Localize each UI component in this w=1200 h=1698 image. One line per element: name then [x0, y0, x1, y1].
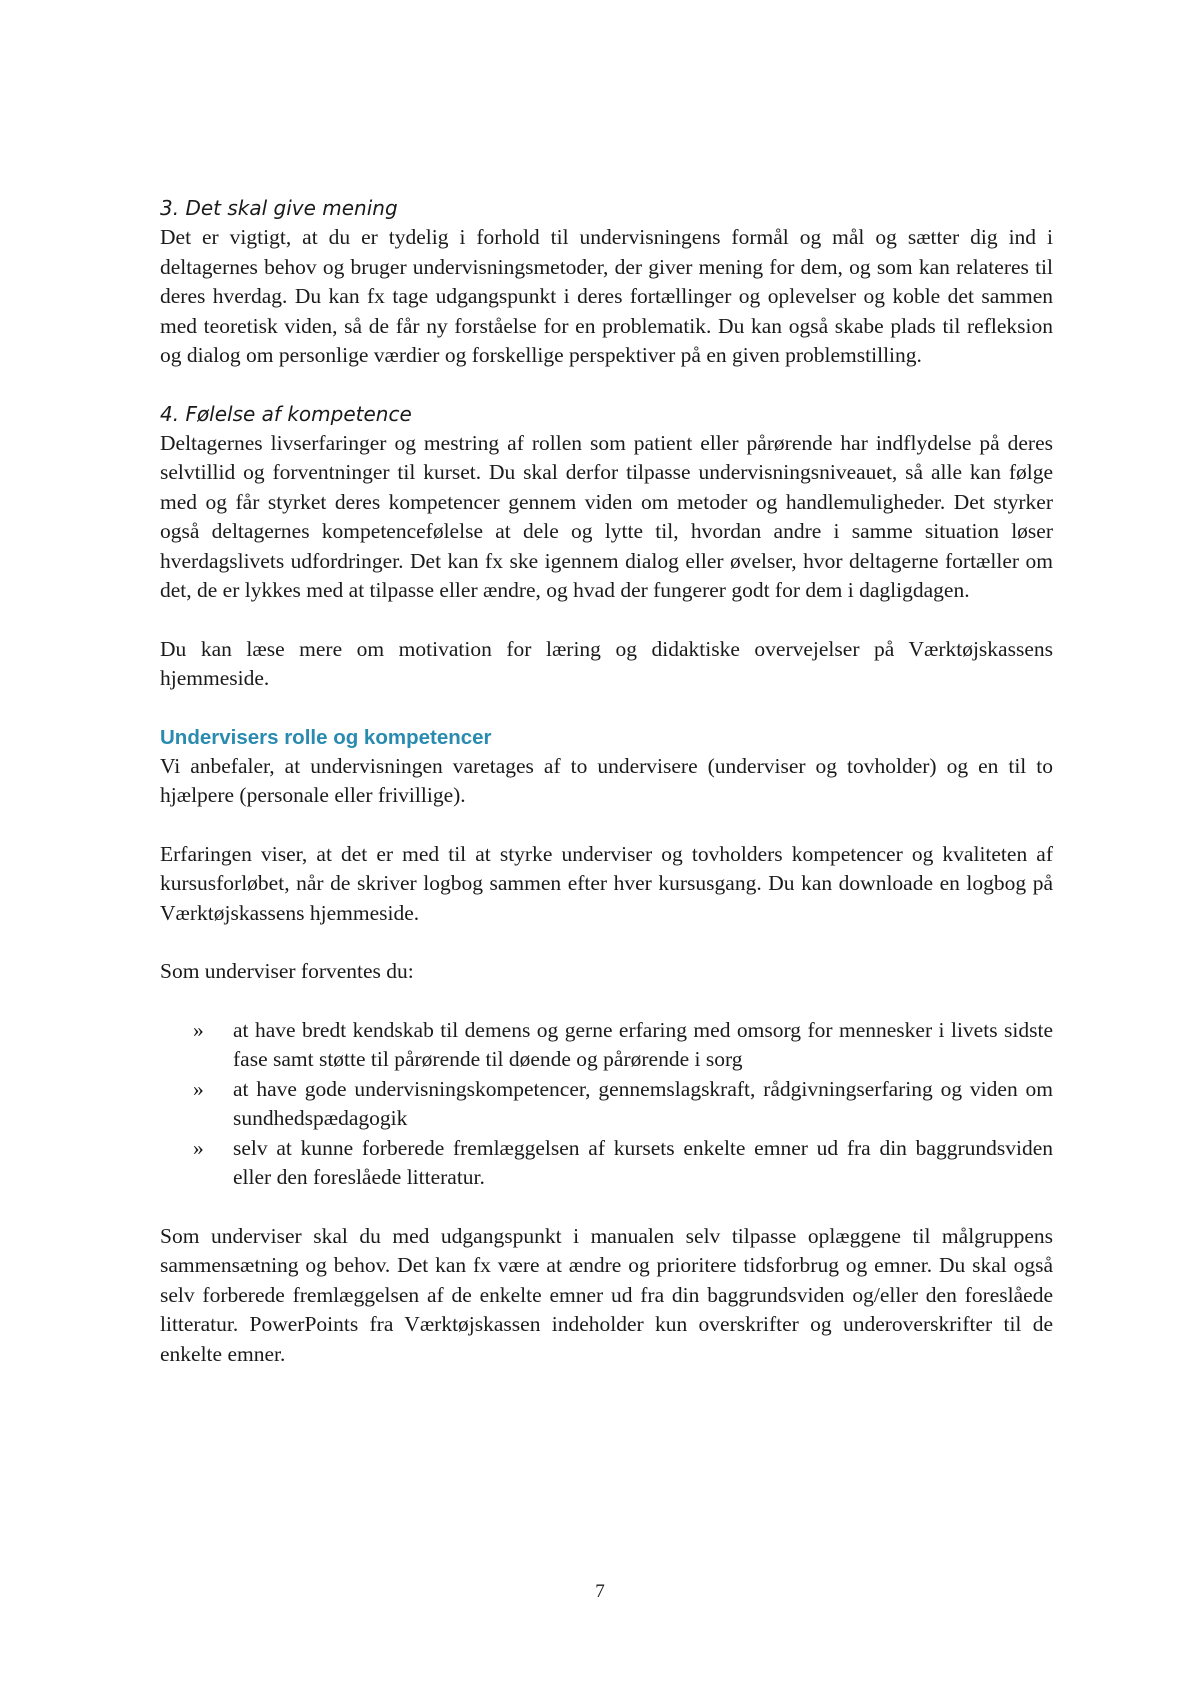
list-item: [160, 1134, 1053, 1193]
paragraph-intro: Som underviser forventes du:: [160, 959, 414, 983]
bullet-marker: »: [193, 1017, 204, 1042]
list-item: [160, 1016, 1053, 1075]
bullet-marker: »: [193, 1135, 204, 1160]
list-item-text: selv at kunne forberede fremlæggelsen af kursets enkelte emner ud fra din baggrundsviden eller den foreslåede litteratur.: [233, 1135, 1053, 1189]
section-competence: [160, 400, 1053, 606]
list-item: [160, 1075, 1053, 1134]
subheading-meaning: 3. Det skal give mening: [160, 196, 398, 220]
spacer: [160, 811, 1053, 840]
paragraph-closing: Som underviser skal du med udgangspunkt i manualen selv tilpasse oplæggene til målgruppens sammensætning og behov. Det kan fx være at ændre og prioritere tidsforbrug og emner. Du skal også selv forberede fremlæggelsen af de enkelte emner ud fra din baggrundsviden og/eller den foreslåede litteratur. PowerPoints fra Værktøjskassen indeholder kun overskrifter og underoverskrifter til de enkelte emner.: [160, 1223, 1053, 1366]
spacer: [160, 371, 1053, 400]
paragraph-competence: Deltagernes livserfaringer og mestring af rollen som patient eller pårørende har indflydelse på deres selvtillid og forventninger til kurset. Du skal derfor tilpasse undervisningsniveauet, så alle kan følge med og får styrket deres kompetencer gennem viden om metoder og handlemuligheder. Det styrker også deltagernes kompetencefølelse at dele og lytte til, hvordan andre i samme situation løser hverdagslivets udfordringer. Det kan fx ske igennem dialog eller øvelser, hvor deltagerne fortæller om det, de er lykkes med at tilpasse eller ændre, og hvad der fungerer godt for dem i dagligdagen.: [160, 430, 1053, 602]
paragraph-meaning: Det er vigtigt, at du er tydelig i forhold til undervisningens formål og mål og sætter dig ind i deltagernes behov og bruger undervisningsmetoder, der giver mening for dem, og som kan relateres til deres hverdag. Du kan fx tage udgangspunkt i deres fortællinger og oplevelser og koble det sammen med teoretisk viden, så de får ny forståelse for en problematik. Du kan også skabe plads til refleksion og dialog om personlige værdier og forskellige perspektiver på en given problemstilling.: [160, 225, 1053, 367]
page-number: 7: [595, 1581, 605, 1602]
spacer: [160, 987, 1053, 1016]
spacer: [160, 694, 1053, 723]
section-teacher-role: [160, 723, 1053, 1370]
spacer: [160, 928, 1053, 957]
expectations-list: [160, 1016, 1053, 1193]
section-heading: Undervisers rolle og kompetencer: [160, 725, 492, 749]
list-item-text: at have bredt kendskab til demens og gerne erfaring med omsorg for mennesker i livets sidste fase samt støtte til pårørende til døende og pårørende i sorg: [233, 1017, 1053, 1071]
paragraph-experience: Erfaringen viser, at det er med til at styrke underviser og tovholders kompetencer og kvaliteten af kursusforløbet, når de skriver logbog sammen efter hver kursusgang. Du kan downloade en logbog på Værktøjskassens hjemmeside.: [160, 841, 1053, 925]
subheading-competence: 4. Følelse af kompetence: [160, 401, 412, 426]
section-meaning: [160, 194, 1053, 371]
list-item-text: at have gode undervisningskompetencer, gennemslagskraft, rådgivningserfaring og viden om sundhedspædagogik: [233, 1076, 1053, 1130]
paragraph-read-more: Du kan læse mere om motivation for læring og didaktiske overvejelser på Værktøjskassens hjemmeside.: [160, 636, 1053, 690]
bullet-marker: »: [193, 1076, 204, 1101]
paragraph-recommendation: Vi anbefaler, at undervisningen varetages af to undervisere (underviser og tovholder) og en til to hjælpere (personale eller frivillige).: [160, 753, 1053, 807]
spacer: [160, 1193, 1053, 1222]
document-page: [160, 194, 1053, 1369]
spacer: [160, 606, 1053, 635]
